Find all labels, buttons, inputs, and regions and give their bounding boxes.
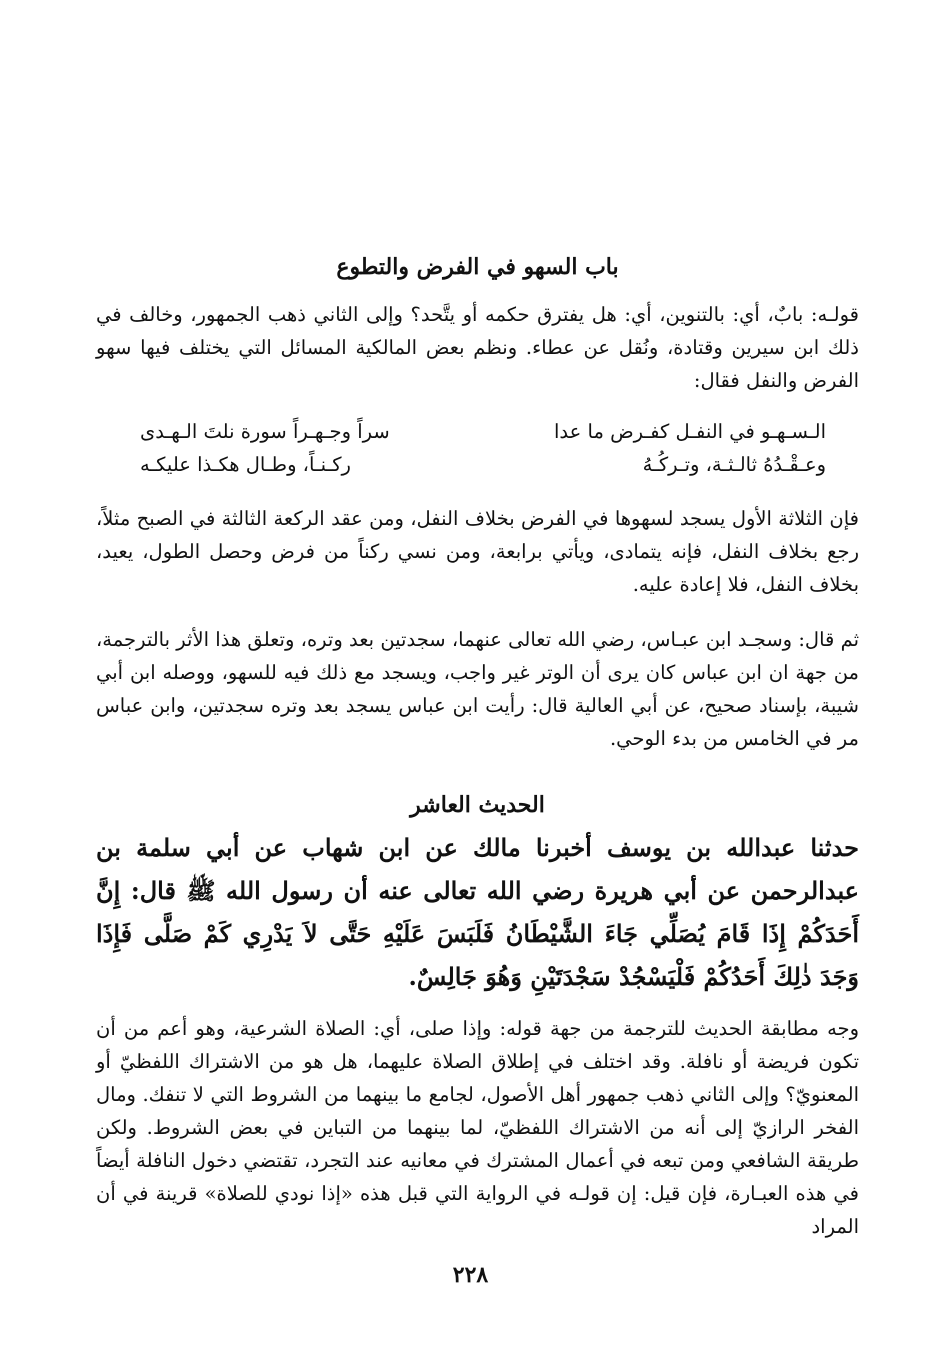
- poem-line-1: [140, 420, 826, 453]
- poem-line-2-second-hemistich: ركـنـاً، وطـال هكـذا عليكـه: [140, 453, 351, 476]
- intro-paragraph: قولـه: بابٌ، أي: بالتنوين، أي: هل يفترق حكمه أو يتَّحد؟ وإلى الثاني ذهب الجمهور، وخالف في ذلك ابن سيرين وقتادة، ونُقل عن عطاء. ونظم بعض المالكية المسائل التي يختلف فيها سهو الفرض والنفل فقال:: [96, 303, 859, 392]
- poem-line-1-first-hemistich: الـسـهـو في النفـل كفـرض ما عدا: [554, 420, 826, 443]
- poem-block: [140, 420, 826, 486]
- explanation-paragraph: فإن الثلاثة الأول يسجد لسهوها في الفرض بخلاف النفل، ومن عقد الركعة الثالثة في الصبح مثلاً، رجع بخلاف النفل، فإنه يتمادى، ويأتي برابعة، ومن نسي ركناً من فرض وحصل الطول، يعيد، بخلاف النفل، فلا إعادة عليه.: [96, 507, 859, 596]
- poem-line-2-first-hemistich: وعـقْـدُهُ ثالـثـة، وتـركُـهُ: [642, 453, 826, 476]
- ibn-abbas-paragraph: ثم قال: وسجـد ابن عبـاس، رضي الله تعالى عنهما، سجدتين بعد وتره، وتعلق هذا الأثر بالترجمة، من جهة ان ابن عباس كان يرى أن الوتر غير واجب، ويسجد مع ذلك فيه للسهو، ووصله ابن أبي شيبة، بإسناد صحيح، عن أبي العالية قال: رأيت ابن عباس يسجد بعد وتره سجدتين، وابن عباس مر في الخامس من بدء الوحي.: [96, 628, 859, 750]
- commentary-paragraph: وجه مطابقة الحديث للترجمة من جهة قوله: وإذا صلى، أي: الصلاة الشرعية، وهو أعم من أن تكون فريضة أو نافلة. وقد اختلف في إطلاق الصلاة عليهما، هل هو من الاشتراك اللفظيّ أو المعنويّ؟ وإلى الثاني ذهب جمهور أهل الأصول، لجامع ما بينهما من الشروط التي لا تنفك. ومال الفخر الرازيّ إلى أنه من الاشتراك اللفظيّ، لما بينهما من التباين في بعض الشروط. ولكن طريقة الشافعي ومن تبعه في أعمال المشترك في معانيه عند التجرد، تقتضي دخول النافلة أيضاً في هذه العبـارة، فإن قيل: إن قولـه في الرواية التي قبل هذه «إذا نودي للصلاة» قرينة في أن المراد: [96, 1017, 859, 1238]
- hadith-title: الحديث العاشر: [410, 792, 545, 818]
- poem-line-2: [140, 453, 826, 486]
- section-title: باب السهو في الفرض والتطوع: [336, 254, 619, 280]
- hadith-text: حدثنا عبدالله بن يوسف أخبرنا مالك عن ابن شهاب عن أبي سلمة بن عبدالرحمن عن أبي هريرة رضي الله تعالى عنه أن رسول الله ﷺ قال: إِنَّ أَحَدَكُمْ إِذَا قَامَ يُصَلِّي جَاءَ الشَّيْطَانُ فَلَبَسَ عَلَيْهِ حَتَّى لاَ يَدْرِي كَمْ صَلَّى فَإِذَا وَجَدَ ذٰلِكَ أَحَدُكُمْ فَلْيَسْجُدْ سَجْدَتَيْنِ وَهُوَ جَالِسٌ.: [96, 833, 860, 991]
- poem-line-1-second-hemistich: سراً وجـهـراً سورة نلتَ الـهـدى: [140, 420, 390, 443]
- page-number: ٢٢٨: [452, 1262, 489, 1288]
